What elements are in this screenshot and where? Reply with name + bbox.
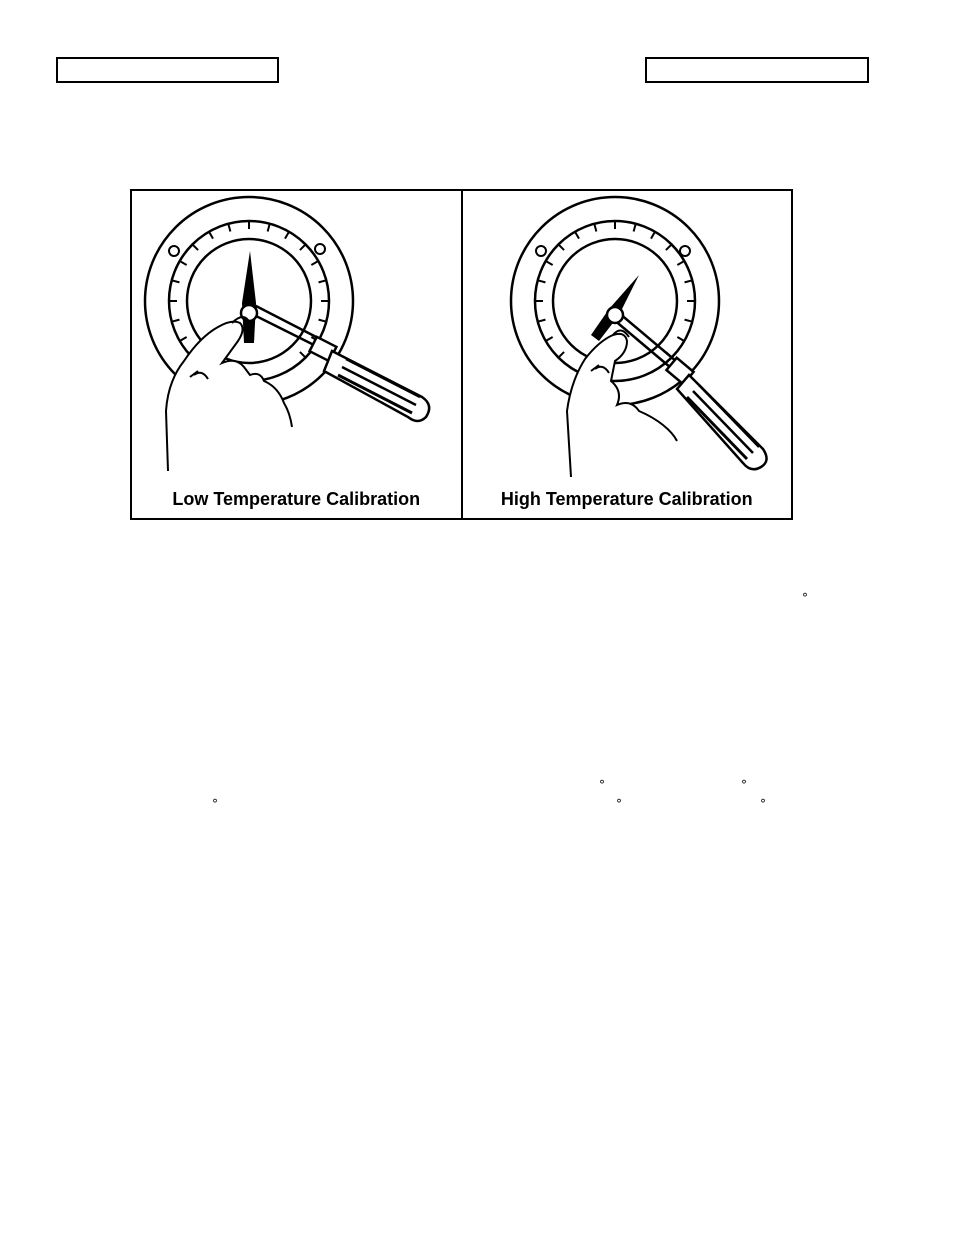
dial-tick	[665, 244, 671, 250]
dial-tick	[285, 232, 289, 239]
degree-mark: °	[760, 797, 766, 811]
calibration-figure	[130, 189, 793, 520]
header-box-right	[645, 57, 869, 83]
pointer-icon	[242, 251, 256, 343]
dial-tick	[209, 232, 213, 239]
dial-tick	[537, 280, 545, 282]
dial-tick	[172, 280, 180, 282]
dial-tick	[300, 244, 306, 250]
dial-tick	[677, 261, 684, 265]
pivot-cap-icon	[241, 305, 257, 321]
degree-mark: °	[616, 797, 622, 811]
hand-icon	[567, 330, 677, 477]
low-temp-panel	[132, 191, 461, 518]
dial-tick	[319, 320, 327, 322]
high-temp-caption: High Temperature Calibration	[500, 489, 753, 509]
dial-tick	[545, 337, 552, 341]
dial-tick	[558, 352, 564, 358]
dial-tick	[300, 352, 306, 358]
dial-tick	[268, 224, 270, 232]
low-temp-illustration	[132, 191, 462, 518]
pivot-cap-icon	[607, 307, 623, 323]
dial-tick	[651, 232, 655, 239]
dial-tick	[677, 337, 684, 341]
dial-tick	[172, 320, 180, 322]
dial-tick	[558, 244, 564, 250]
dial-tick	[594, 224, 596, 232]
dial-tick	[545, 261, 552, 265]
header-box-left	[56, 57, 279, 83]
hand-icon	[166, 317, 292, 471]
degree-mark: °	[741, 778, 747, 792]
dial-tick	[311, 261, 318, 265]
dial-tick	[228, 224, 230, 232]
dial-tick	[192, 244, 198, 250]
degree-mark: °	[212, 797, 218, 811]
degree-mark: °	[599, 778, 605, 792]
dial-tick	[319, 280, 327, 282]
dial-tick	[633, 224, 635, 232]
low-temp-caption: Low Temperature Calibration	[172, 489, 421, 509]
dial-tick	[180, 261, 187, 265]
high-temp-panel	[461, 191, 792, 518]
high-temp-illustration	[463, 191, 793, 518]
dial-tick	[684, 280, 692, 282]
dial-tick	[537, 320, 545, 322]
dial-tick	[575, 232, 579, 239]
dial-tick	[180, 337, 187, 341]
dial-tick	[684, 320, 692, 322]
degree-mark: °	[802, 591, 808, 605]
